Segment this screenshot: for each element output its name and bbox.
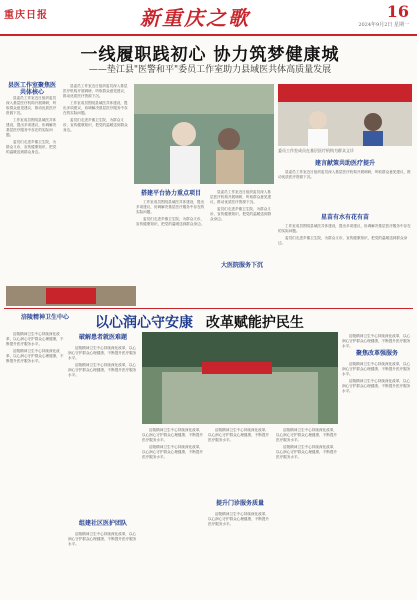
story1-left-column <box>6 82 58 282</box>
section-divider <box>4 308 413 309</box>
story2-column-6-top <box>342 334 412 348</box>
dateline: 2024年9月2日 星期一 <box>358 22 409 28</box>
mid-heading: 搭建平台协力重点项目 <box>140 190 201 197</box>
story2-left-column <box>6 332 64 594</box>
story2-column-2b <box>68 532 138 594</box>
right-column-body <box>278 170 412 210</box>
main-photo <box>134 84 274 184</box>
paragraph: 工作室成员围绕县域医共体建设，提出多项建议，协调解决基层医疗服务中存在的实际问题。 <box>6 118 57 137</box>
right-heading-1: 建言献策共助医疗提升 <box>314 160 375 167</box>
paragraph: 委员们走进乡镇卫生院，为群众义诊，宣传健康知识，把党的温暖送到群众身边。 <box>6 140 57 154</box>
paragraph: 涪陵精神卫生中心持续深化改革，以心润心守护群众心理健康，不断提升医疗服务水平。 <box>68 363 137 377</box>
paragraph: 委员们走进乡镇卫生院，为群众义诊，宣传健康知识，把党的温暖送到群众身边。 <box>210 207 272 221</box>
photo-scene <box>134 84 274 184</box>
story2-column-5 <box>276 428 338 594</box>
photo-caption: 委员工作室成员在基层医疗机构为群众义诊 <box>278 148 354 153</box>
paragraph: 涪陵精神卫生中心持续深化改革，以心润心守护群众心理健康，不断提升医疗服务水平。 <box>68 532 137 546</box>
story2-subhead-4: 聚焦改革强服务 <box>355 350 398 357</box>
side-photo <box>278 84 412 146</box>
paragraph: 涪陵精神卫生中心持续深化改革，以心润心守护群众心理健康，不断提升医疗服务水平。 <box>342 362 411 376</box>
paragraph: 委员们走进乡镇卫生院，为群众义诊，宣传健康知识，把党的温暖送到群众身边。 <box>136 217 205 226</box>
right-column-body-2 <box>278 224 412 292</box>
photo-scene <box>6 286 136 306</box>
paragraph: 县委员工作室近日组织委员深入基层医疗机构开展调研，听取群众意见建议，推动优质医疗资源下沉。 <box>63 84 128 98</box>
paragraph: 涪陵精神卫生中心持续深化改革，以心润心守护群众心理健康，不断提升医疗服务水平。 <box>276 428 338 442</box>
story2-column-4 <box>208 428 272 498</box>
lower-left-photo <box>6 286 136 306</box>
mid-column-body <box>136 200 206 280</box>
paragraph: 工作室成员围绕县域医共体建设，提出多项建议，协调解决基层医疗服务中存在的实际问题。 <box>63 101 128 115</box>
paragraph: 涪陵精神卫生中心持续深化改革，以心润心守护群众心理健康，不断提升医疗服务水平。 <box>6 349 64 363</box>
story2-column-2 <box>68 346 138 516</box>
story2-column-3 <box>142 428 204 594</box>
paragraph: 涪陵精神卫生中心持续深化改革，以心润心守护群众心理健康，不断提升医疗服务水平。 <box>142 428 204 442</box>
paragraph: 县委员工作室近日组织委员深入基层医疗机构开展调研，听取群众意见建议，推动优质医疗资源下沉。 <box>278 170 411 179</box>
page-number: 16 <box>386 2 409 21</box>
paragraph: 涪陵精神卫生中心持续深化改革，以心润心守护群众心理健康，不断提升医疗服务水平。 <box>208 428 270 442</box>
story2-headline-part2: 改革赋能护民生 <box>205 315 304 331</box>
photo-scene <box>278 84 412 146</box>
right-heading-2: 星苗有水有花有苗 <box>320 214 369 221</box>
page-subheadline: ——垫江县"医警和平"委员工作室助力县域医共体高质量发展 <box>88 65 332 75</box>
newspaper-logo: 重庆日报 <box>4 10 48 21</box>
story2-headline <box>95 312 415 332</box>
page-headline: 一线履职践初心 协力筑梦健康城 <box>80 45 340 65</box>
story2-headline-part1: 以心润心守安康 <box>95 315 193 331</box>
photo-scene <box>142 332 338 424</box>
right-heading-3: 大医院服务下沉 <box>220 262 263 269</box>
paragraph: 涪陵精神卫生中心持续深化改革，以心润心守护群众心理健康，不断提升医疗服务水平。 <box>342 379 411 393</box>
paragraph: 涪陵精神卫生中心持续深化改革，以心润心守护群众心理健康，不断提升医疗服务水平。 <box>342 334 411 348</box>
paragraph: 县委员工作室近日组织委员深入基层医疗机构开展调研，听取群众意见建议，推动优质医疗资源下沉。 <box>210 190 272 204</box>
paragraph: 涪陵精神卫生中心持续深化改革，以心润心守护群众心理健康，不断提升医疗服务水平。 <box>208 512 270 526</box>
story2-subhead-3: 组建社区医护团队 <box>78 520 127 527</box>
paragraph: 县委员工作室近日组织委员深入基层医疗机构开展调研，听取群众意见建议，推动优质医疗资源下沉。 <box>6 96 57 115</box>
story2-column-4b <box>208 512 272 594</box>
story2-subhead-1: 破解患者就医难题 <box>78 334 127 341</box>
story2-badge: 涪陵精神卫生中心 <box>20 314 69 321</box>
paragraph: 涪陵精神卫生中心持续深化改革，以心润心守护群众心理健康，不断提升医疗服务水平。 <box>142 445 204 459</box>
paragraph: 涪陵精神卫生中心持续深化改革，以心润心守护群众心理健康，不断提升医疗服务水平。 <box>276 445 338 459</box>
paragraph: 工作室成员围绕县域医共体建设，提出多项建议，协调解决基层医疗服务中存在的实际问题。 <box>278 224 411 233</box>
story2-column-6 <box>342 362 412 594</box>
paragraph: 工作室成员围绕县域医共体建设，提出多项建议，协调解决基层医疗服务中存在的实际问题。 <box>136 200 205 214</box>
left-column-body <box>6 96 58 281</box>
left-column-heading: 县医工作室聚焦医共体核心 <box>7 82 56 96</box>
section-slogan: 新重庆之歌 <box>140 6 250 30</box>
story1-body-column <box>63 84 131 214</box>
story2-photo <box>142 332 338 424</box>
paragraph: 委员们走进乡镇卫生院，为群众义诊，宣传健康知识，把党的温暖送到群众身边。 <box>63 118 128 132</box>
paragraph: 涪陵精神卫生中心持续深化改革，以心润心守护群众心理健康，不断提升医疗服务水平。 <box>6 332 64 346</box>
paragraph: 委员们走进乡镇卫生院，为群众义诊，宣传健康知识，把党的温暖送到群众身边。 <box>278 236 408 245</box>
paragraph: 涪陵精神卫生中心持续深化改革，以心润心守护群众心理健康，不断提升医疗服务水平。 <box>68 346 137 360</box>
story2-subhead-2: 提升门诊服务质量 <box>215 500 264 507</box>
